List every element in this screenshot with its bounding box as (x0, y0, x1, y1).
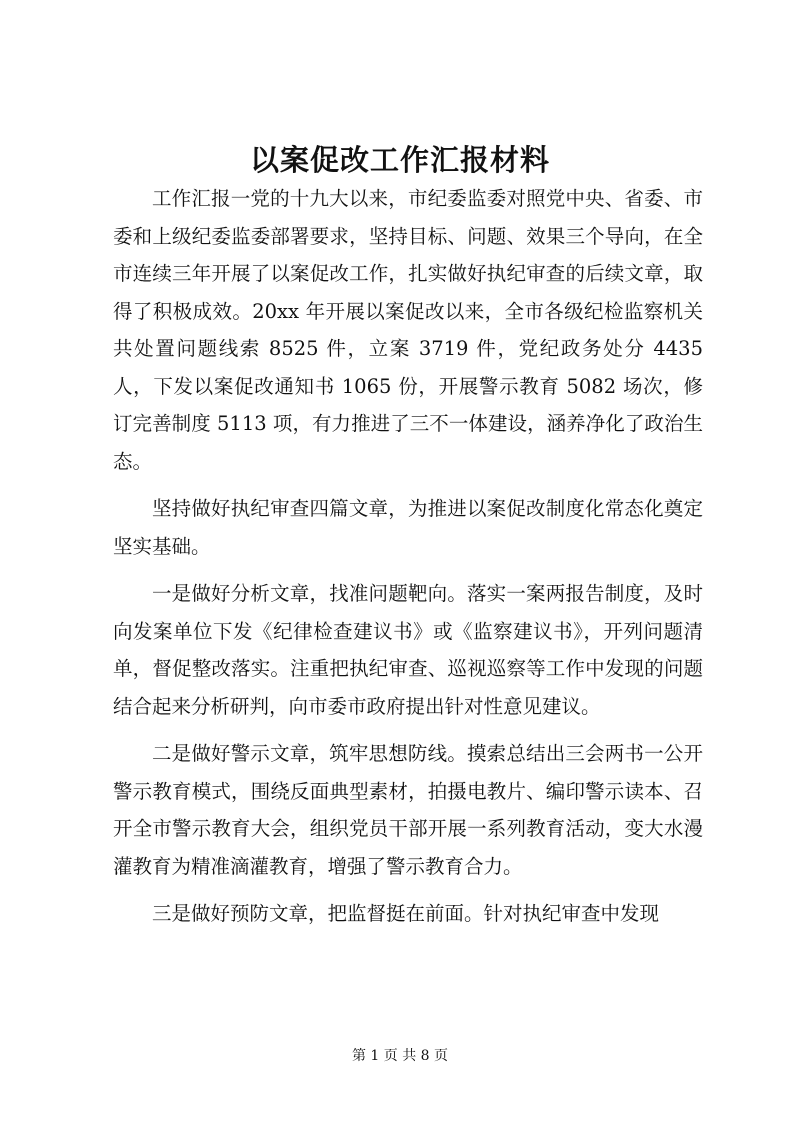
paragraph-intro: 工作汇报一党的十九大以来，市纪委监委对照党中央、省委、市委和上级纪委监委部署要求，坚持目标、问题、效果三个导向，在全市连续三年开展了以案促改工作，扎实做好执纪审查的后续文章，取得了积极成效。20xx 年开展以案促改以来，全市各级纪检监察机关共处置问题线索 8525 件，立案 3719 件，党纪政务处分 4435 人，下发以案促改通知书 1065 份，开展警示教育 5082 场次，修订完善制度 5113 项，有力推进了三不一体建设，涵养净化了政治生态。 (113, 187, 703, 473)
page-footer: 第 1 页 共 8 页 (351, 1048, 449, 1064)
paragraph-prevention: 三是做好预防文章，把监督挺在前面。针对执纪审查中发现 (152, 902, 660, 925)
document-title: 以案促改工作汇报材料 (249, 143, 550, 177)
paragraph-warning: 二是做好警示文章，筑牢思想防线。摸索总结出三会两书一公开警示教育模式，围绕反面典型素材，拍摄电教片、编印警示读本、召开全市警示教育大会，组织党员干部开展一系列教育活动，变大水漫灌教育为精准滴灌教育，增强了警示教育合力。 (113, 742, 703, 878)
paragraph-analysis: 一是做好分析文章，找准问题靶向。落实一案两报告制度，及时向发案单位下发《纪律检查建议书》或《监察建议书》，开列问题清单，督促整改落实。注重把执纪审查、巡视巡察等工作中发现的问题结合起来分析研判，向市委市政府提出针对性意见建议。 (113, 582, 703, 718)
document-body (113, 180, 703, 943)
paragraph-four-articles: 坚持做好执纪审查四篇文章，为推进以案促改制度化常态化奠定坚实基础。 (113, 497, 703, 558)
